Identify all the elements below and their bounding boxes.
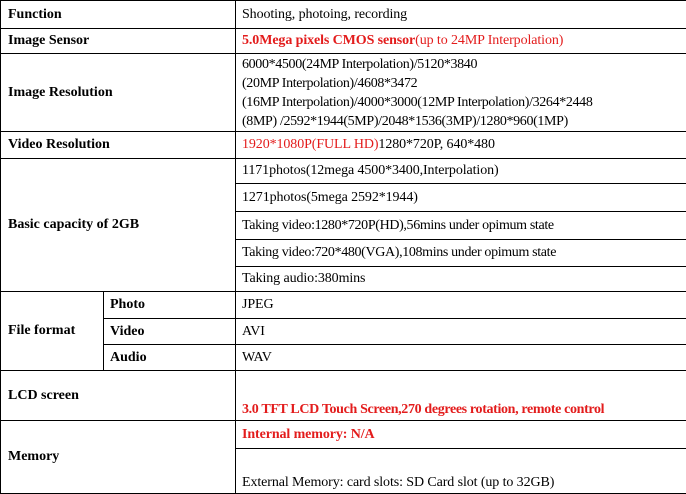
row-file-format bbox=[1, 319, 686, 345]
image-resolution-line: 6000*4500(24MP Interpolation)/5120*3840 bbox=[242, 55, 686, 74]
row-basic-capacity bbox=[1, 159, 686, 184]
video-resolution-label: Video Resolution bbox=[1, 132, 236, 159]
video-resolution-emph: 1920*1080P(FULL HD) bbox=[242, 137, 378, 152]
image-resolution-line: (16MP Interpolation)/4000*3000(12MP Interpolation)/3264*2448 bbox=[242, 93, 686, 112]
function-label: Function bbox=[1, 1, 236, 29]
image-sensor-emph: 5.0Mega pixels CMOS sensor bbox=[242, 33, 415, 48]
file-format-type: Audio bbox=[104, 345, 236, 371]
image-resolution-label: Image Resolution bbox=[1, 54, 236, 132]
lcd-screen-value: 3.0 TFT LCD Touch Screen,270 degrees rotation, remote control bbox=[236, 371, 686, 421]
memory-external: External Memory: card slots: SD Card slot (up to 32GB) bbox=[236, 449, 686, 494]
row-video-resolution bbox=[1, 132, 686, 159]
row-file-format bbox=[1, 345, 686, 371]
row-image-resolution bbox=[1, 54, 686, 132]
row-memory bbox=[1, 421, 686, 449]
row-image-sensor bbox=[1, 29, 686, 54]
file-format-value: AVI bbox=[236, 319, 686, 345]
video-resolution-value bbox=[236, 132, 686, 159]
basic-capacity-item: Taking audio:380mins bbox=[236, 267, 686, 292]
function-value: Shooting, photoing, recording bbox=[236, 1, 686, 29]
basic-capacity-item: Taking video:720*480(VGA),108mins under opimum state bbox=[236, 240, 686, 267]
row-lcd-screen bbox=[1, 371, 686, 421]
file-format-value: WAV bbox=[236, 345, 686, 371]
lcd-screen-label: LCD screen bbox=[1, 371, 236, 421]
row-function bbox=[1, 1, 686, 29]
basic-capacity-label: Basic capacity of 2GB bbox=[1, 159, 236, 292]
image-sensor-value bbox=[236, 29, 686, 54]
file-format-label: File format bbox=[1, 292, 104, 371]
image-resolution-line: (8MP) /2592*1944(5MP)/2048*1536(3MP)/1280*960(1MP) bbox=[242, 112, 686, 131]
memory-internal: Internal memory: N/A bbox=[236, 421, 686, 449]
file-format-type: Video bbox=[104, 319, 236, 345]
file-format-value: JPEG bbox=[236, 292, 686, 319]
image-sensor-rest: (up to 24MP Interpolation) bbox=[415, 33, 563, 48]
basic-capacity-item: 1271photos(5mega 2592*1944) bbox=[236, 184, 686, 212]
row-file-format bbox=[1, 292, 686, 319]
image-resolution-line: (20MP Interpolation)/4608*3472 bbox=[242, 74, 686, 93]
image-resolution-value bbox=[236, 54, 686, 132]
image-sensor-label: Image Sensor bbox=[1, 29, 236, 54]
file-format-type: Photo bbox=[104, 292, 236, 319]
basic-capacity-item: 1171photos(12mega 4500*3400,Interpolation) bbox=[236, 159, 686, 184]
memory-label: Memory bbox=[1, 421, 236, 494]
basic-capacity-item: Taking video:1280*720P(HD),56mins under opimum state bbox=[236, 212, 686, 240]
video-resolution-rest: 1280*720P, 640*480 bbox=[378, 137, 494, 152]
